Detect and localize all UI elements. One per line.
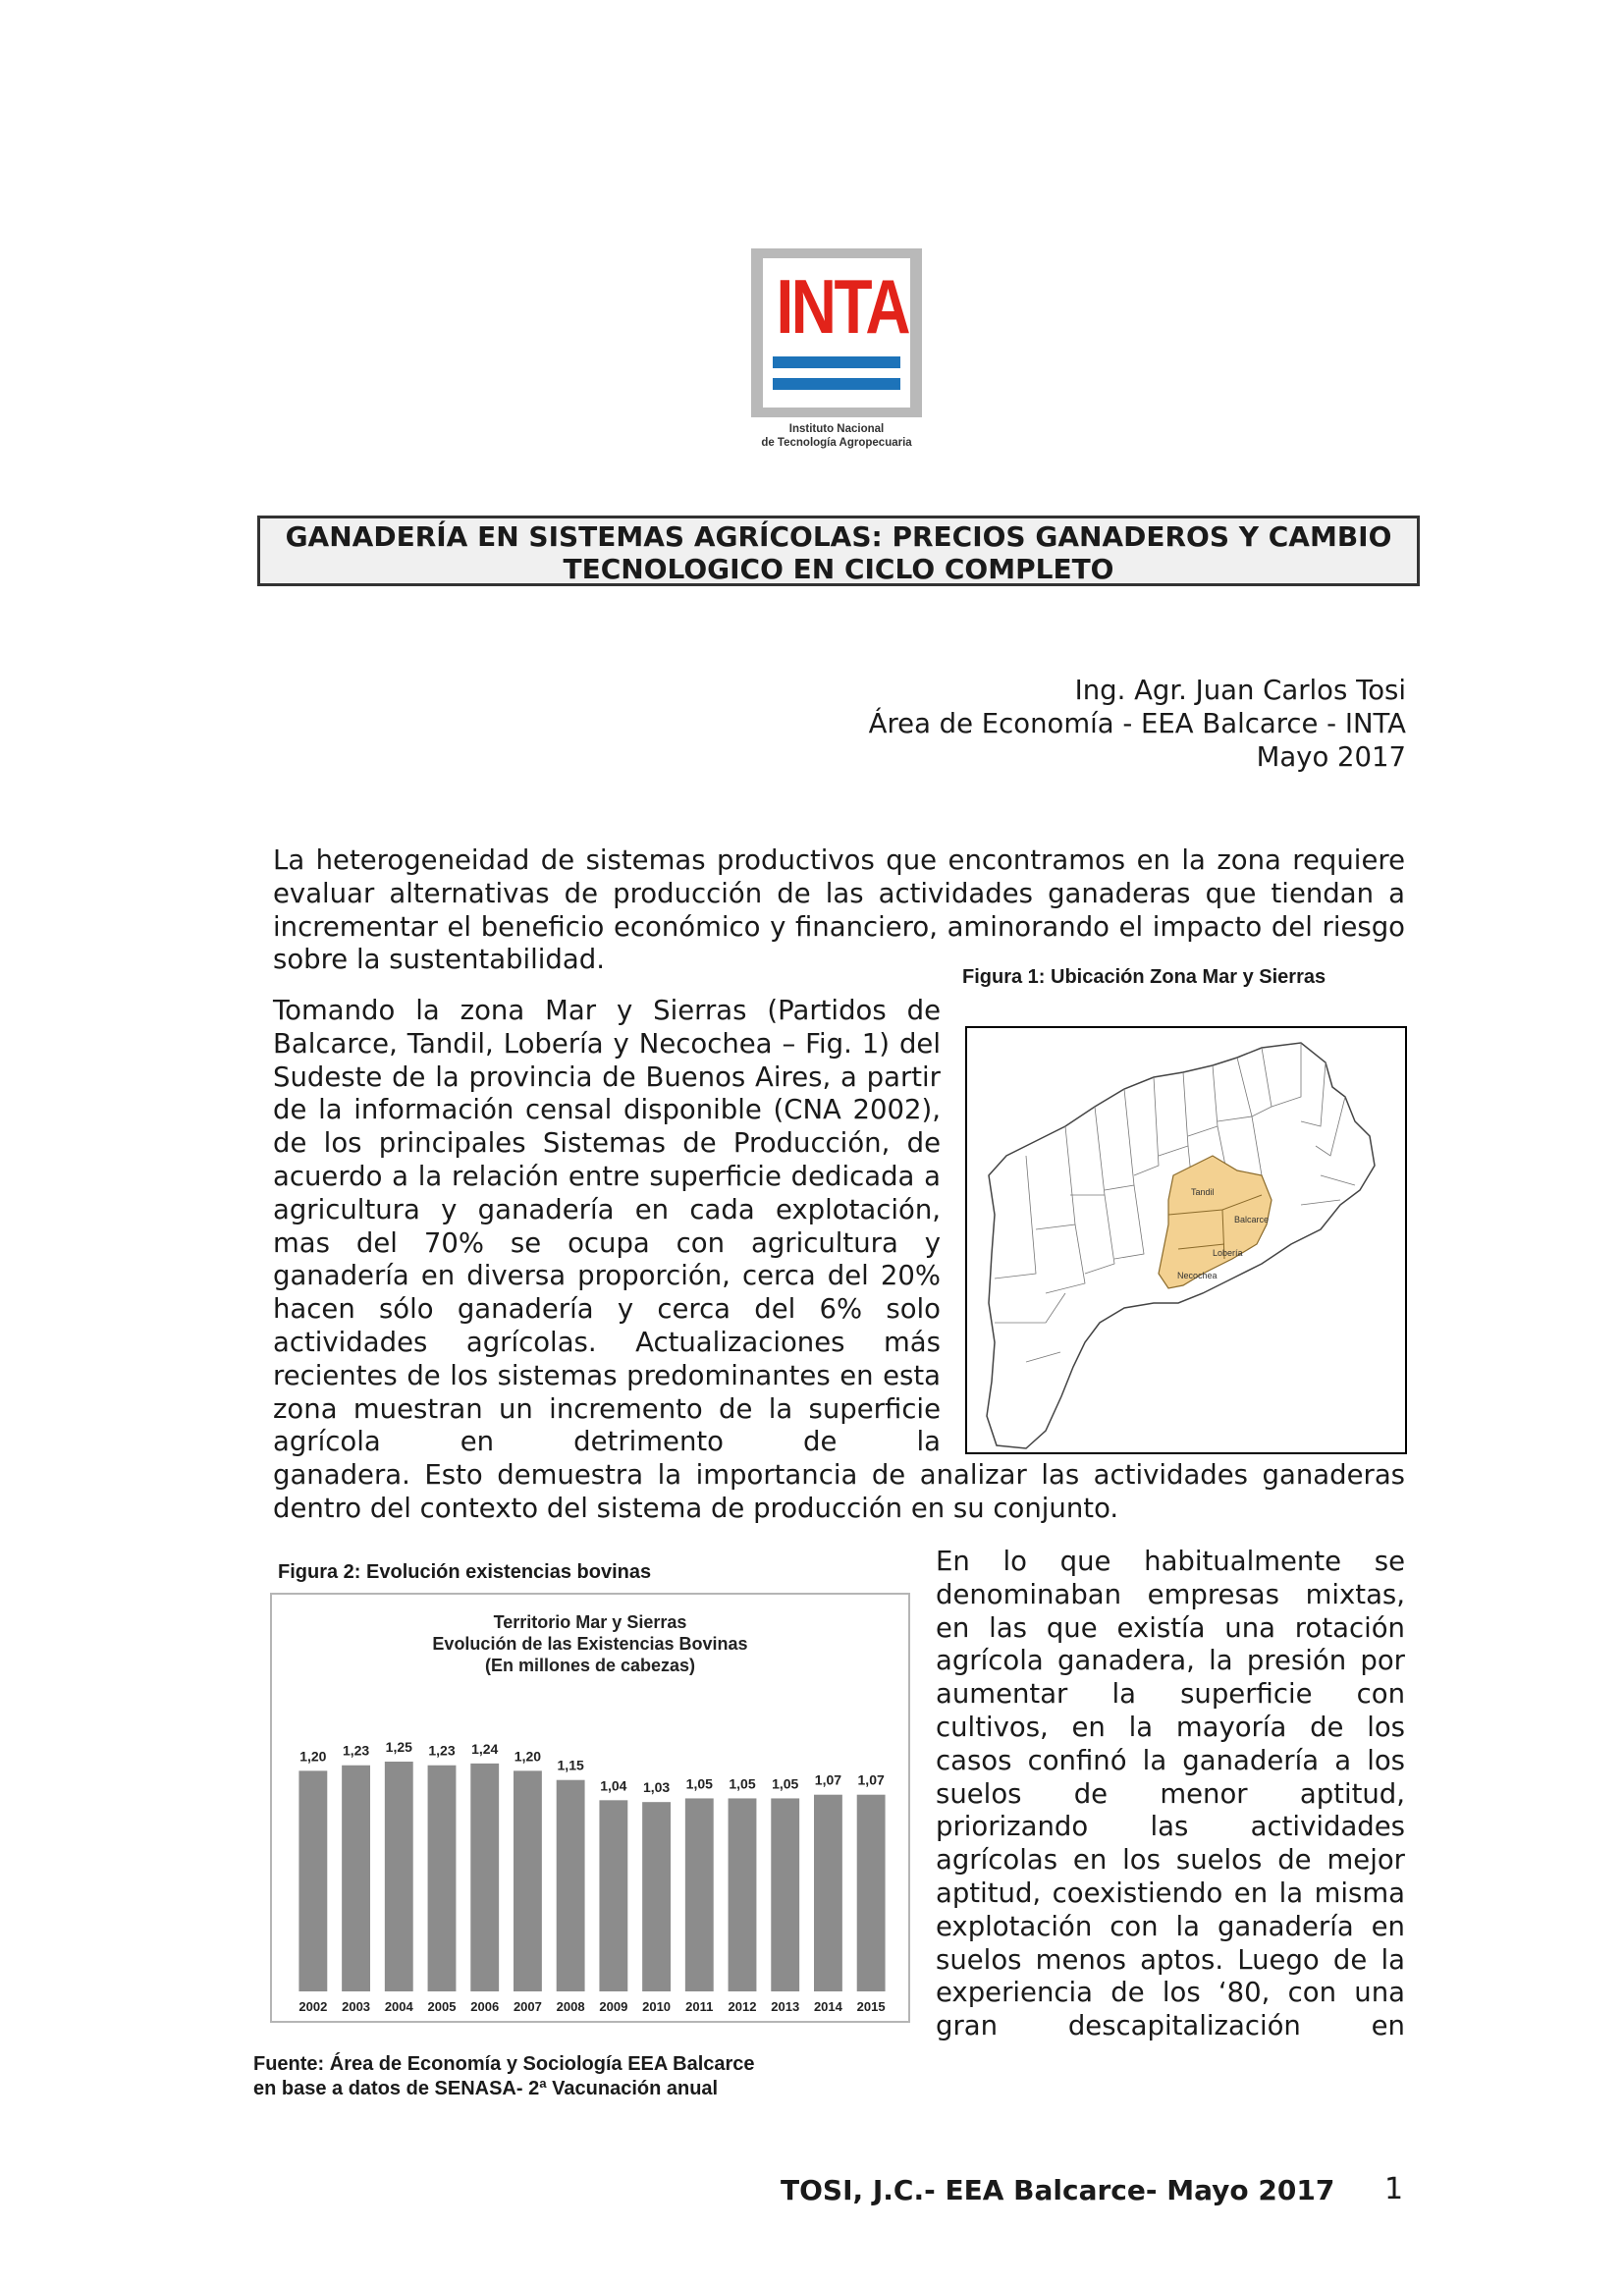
chart-x-label: 2014 [813, 1999, 842, 2014]
chart-bar [599, 1800, 627, 1991]
paragraph-mixed-companies: En lo que habitualmente se denominaban empresas mixtas, en las que existía una rotación agrícola ganadera, la presión por aumentar la superficie con cultivos, en la mayoría de los casos confinó la ganadería a los suelos de menor aptitud, priorizando las actividades agrícolas en los suelos de mejor aptitud, coexistiendo en la misma explotación con la ganadería en suelos menos aptos. Luego de la experiencia de los ‘80, con una gran descapitalización en [936, 1546, 1405, 2042]
chart-value-label: 1,20 [299, 1748, 327, 1765]
chart-x-label: 2005 [427, 1999, 457, 2014]
logo-caption: Instituto Nacional de Tecnología Agropecuaria [761, 423, 912, 449]
map-svg [967, 1028, 1405, 1452]
chart-x-label: 2012 [728, 1999, 757, 2014]
chart-value-label: 1,15 [557, 1757, 584, 1773]
paragraph-zone: Tomando la zona Mar y Sierras (Partidos de Balcarce, Tandil, Lobería y Necochea – Fig. 1) del Sudeste de la provincia de Buenos Aires, a partir de la información censal disponible (CNA 2002), de los principales Sistemas de Producción, de acuerdo a la relación entre superficie dedicada a agricultura y ganadería en cada explotación, mas del 70% se ocupa con agricultura y ganadería en diversa proporción, cerca del 20% hacen sólo ganadería y cerca del 6% solo actividades agrícolas. Actualizaciones más recientes de los sistemas predominantes en esta zona muestran un incremento de la superficie agrícola en detrimento de la [273, 995, 941, 1458]
chart-value-label: 1,05 [685, 1775, 713, 1792]
chart-x-label: 2007 [513, 1999, 542, 2014]
chart-value-label: 1,07 [857, 1771, 885, 1788]
figure2-source: Fuente: Área de Economía y Sociología EEA Balcarce en base a datos de SENASA- 2ª Vacunación anual [253, 2053, 755, 2099]
chart-x-label: 2003 [342, 1999, 371, 2014]
chart-value-label: 1,25 [385, 1739, 412, 1755]
chart-subtitle-units: (En millones de cabezas) [484, 1656, 696, 1675]
chart-x-label: 2011 [685, 1999, 714, 2014]
author-affiliation: Área de Economía - EEA Balcarce - INTA [868, 708, 1406, 739]
chart-bar [514, 1770, 542, 1991]
chart-x-label: 2015 [856, 1999, 886, 2014]
chart-bar [857, 1795, 886, 1991]
chart-bar [729, 1798, 757, 1991]
chart-bar [685, 1798, 714, 1991]
zone-map [965, 1026, 1407, 1454]
author-date: Mayo 2017 [1256, 741, 1406, 773]
chart-bar [771, 1798, 799, 1991]
chart-x-label: 2006 [470, 1999, 500, 2014]
chart-bar [814, 1795, 842, 1991]
chart-x-label: 2013 [771, 1999, 800, 2014]
chart-value-label: 1,24 [471, 1740, 499, 1757]
map-label-tandil: Tandil [1191, 1187, 1215, 1197]
chart-bar [642, 1802, 671, 1991]
map-label-loberia: Lobería [1213, 1248, 1243, 1258]
logo-stripe-bottom [773, 378, 900, 390]
chart-x-label: 2010 [642, 1999, 672, 2014]
chart-value-label: 1,03 [642, 1779, 671, 1796]
logo-stripe-top [773, 356, 900, 368]
chart-value-label: 1,23 [428, 1742, 456, 1759]
chart-bar [557, 1780, 585, 1991]
paragraph-zone-continued: ganadera. Esto demuestra la importancia de analizar las actividades ganaderas dentro del contexto del sistema de producción en su conjunto. [273, 1459, 1405, 1524]
chart-value-label: 1,05 [772, 1775, 799, 1792]
chart-bars [298, 1762, 885, 1991]
document-title: GANADERÍA EN SISTEMAS AGRÍCOLAS: PRECIOS GANADEROS Y CAMBIO TECNOLOGICO EN CICLO COMPLETO [257, 516, 1420, 586]
chart-bar [385, 1762, 413, 1991]
chart-x-label: 2009 [599, 1999, 628, 2014]
chart-bar [428, 1766, 457, 1991]
chart-subtitle: Evolución de las Existencias Bovinas [432, 1634, 748, 1654]
chart-x-label: 2004 [384, 1999, 413, 2014]
chart-value-label: 1,20 [514, 1748, 542, 1765]
chart-value-label: 1,05 [729, 1775, 756, 1792]
page-number: 1 [1384, 2172, 1404, 2206]
chart-x-label: 2002 [298, 1999, 328, 2014]
author-block [869, 674, 1406, 774]
map-label-balcarce: Balcarce [1234, 1215, 1270, 1224]
inta-logo [751, 248, 922, 417]
cattle-chart [270, 1593, 910, 2023]
page-footer: TOSI, J.C.- EEA Balcarce- Mayo 2017 [781, 2174, 1335, 2206]
chart-bar [342, 1766, 370, 1991]
chart-value-label: 1,07 [814, 1771, 842, 1788]
chart-x-labels [298, 1999, 885, 2014]
paragraph-intro: La heterogeneidad de sistemas productivos que encontramos en la zona requiere evaluar alternativas de producción de las actividades ganaderas que tiendan a incrementar el beneficio económico y financiero, aminorando el impacto del riesgo sobre la sustentabilidad. [273, 844, 1405, 976]
figure2-caption: Figura 2: Evolución existencias bovinas [278, 1561, 652, 1583]
chart-bar [470, 1764, 499, 1991]
chart-x-label: 2008 [556, 1999, 585, 2014]
chart-value-label: 1,04 [600, 1777, 627, 1794]
author-name: Ing. Agr. Juan Carlos Tosi [1074, 675, 1406, 706]
map-label-necochea: Necochea [1177, 1271, 1218, 1280]
figure1-caption: Figura 1: Ubicación Zona Mar y Sierras [962, 966, 1326, 988]
logo-wordmark: INTA [776, 263, 909, 350]
chart-value-label: 1,23 [342, 1742, 370, 1759]
chart-bar [298, 1770, 327, 1991]
chart-svg [272, 1595, 908, 2021]
chart-title: Territorio Mar y Sierras [493, 1612, 687, 1632]
